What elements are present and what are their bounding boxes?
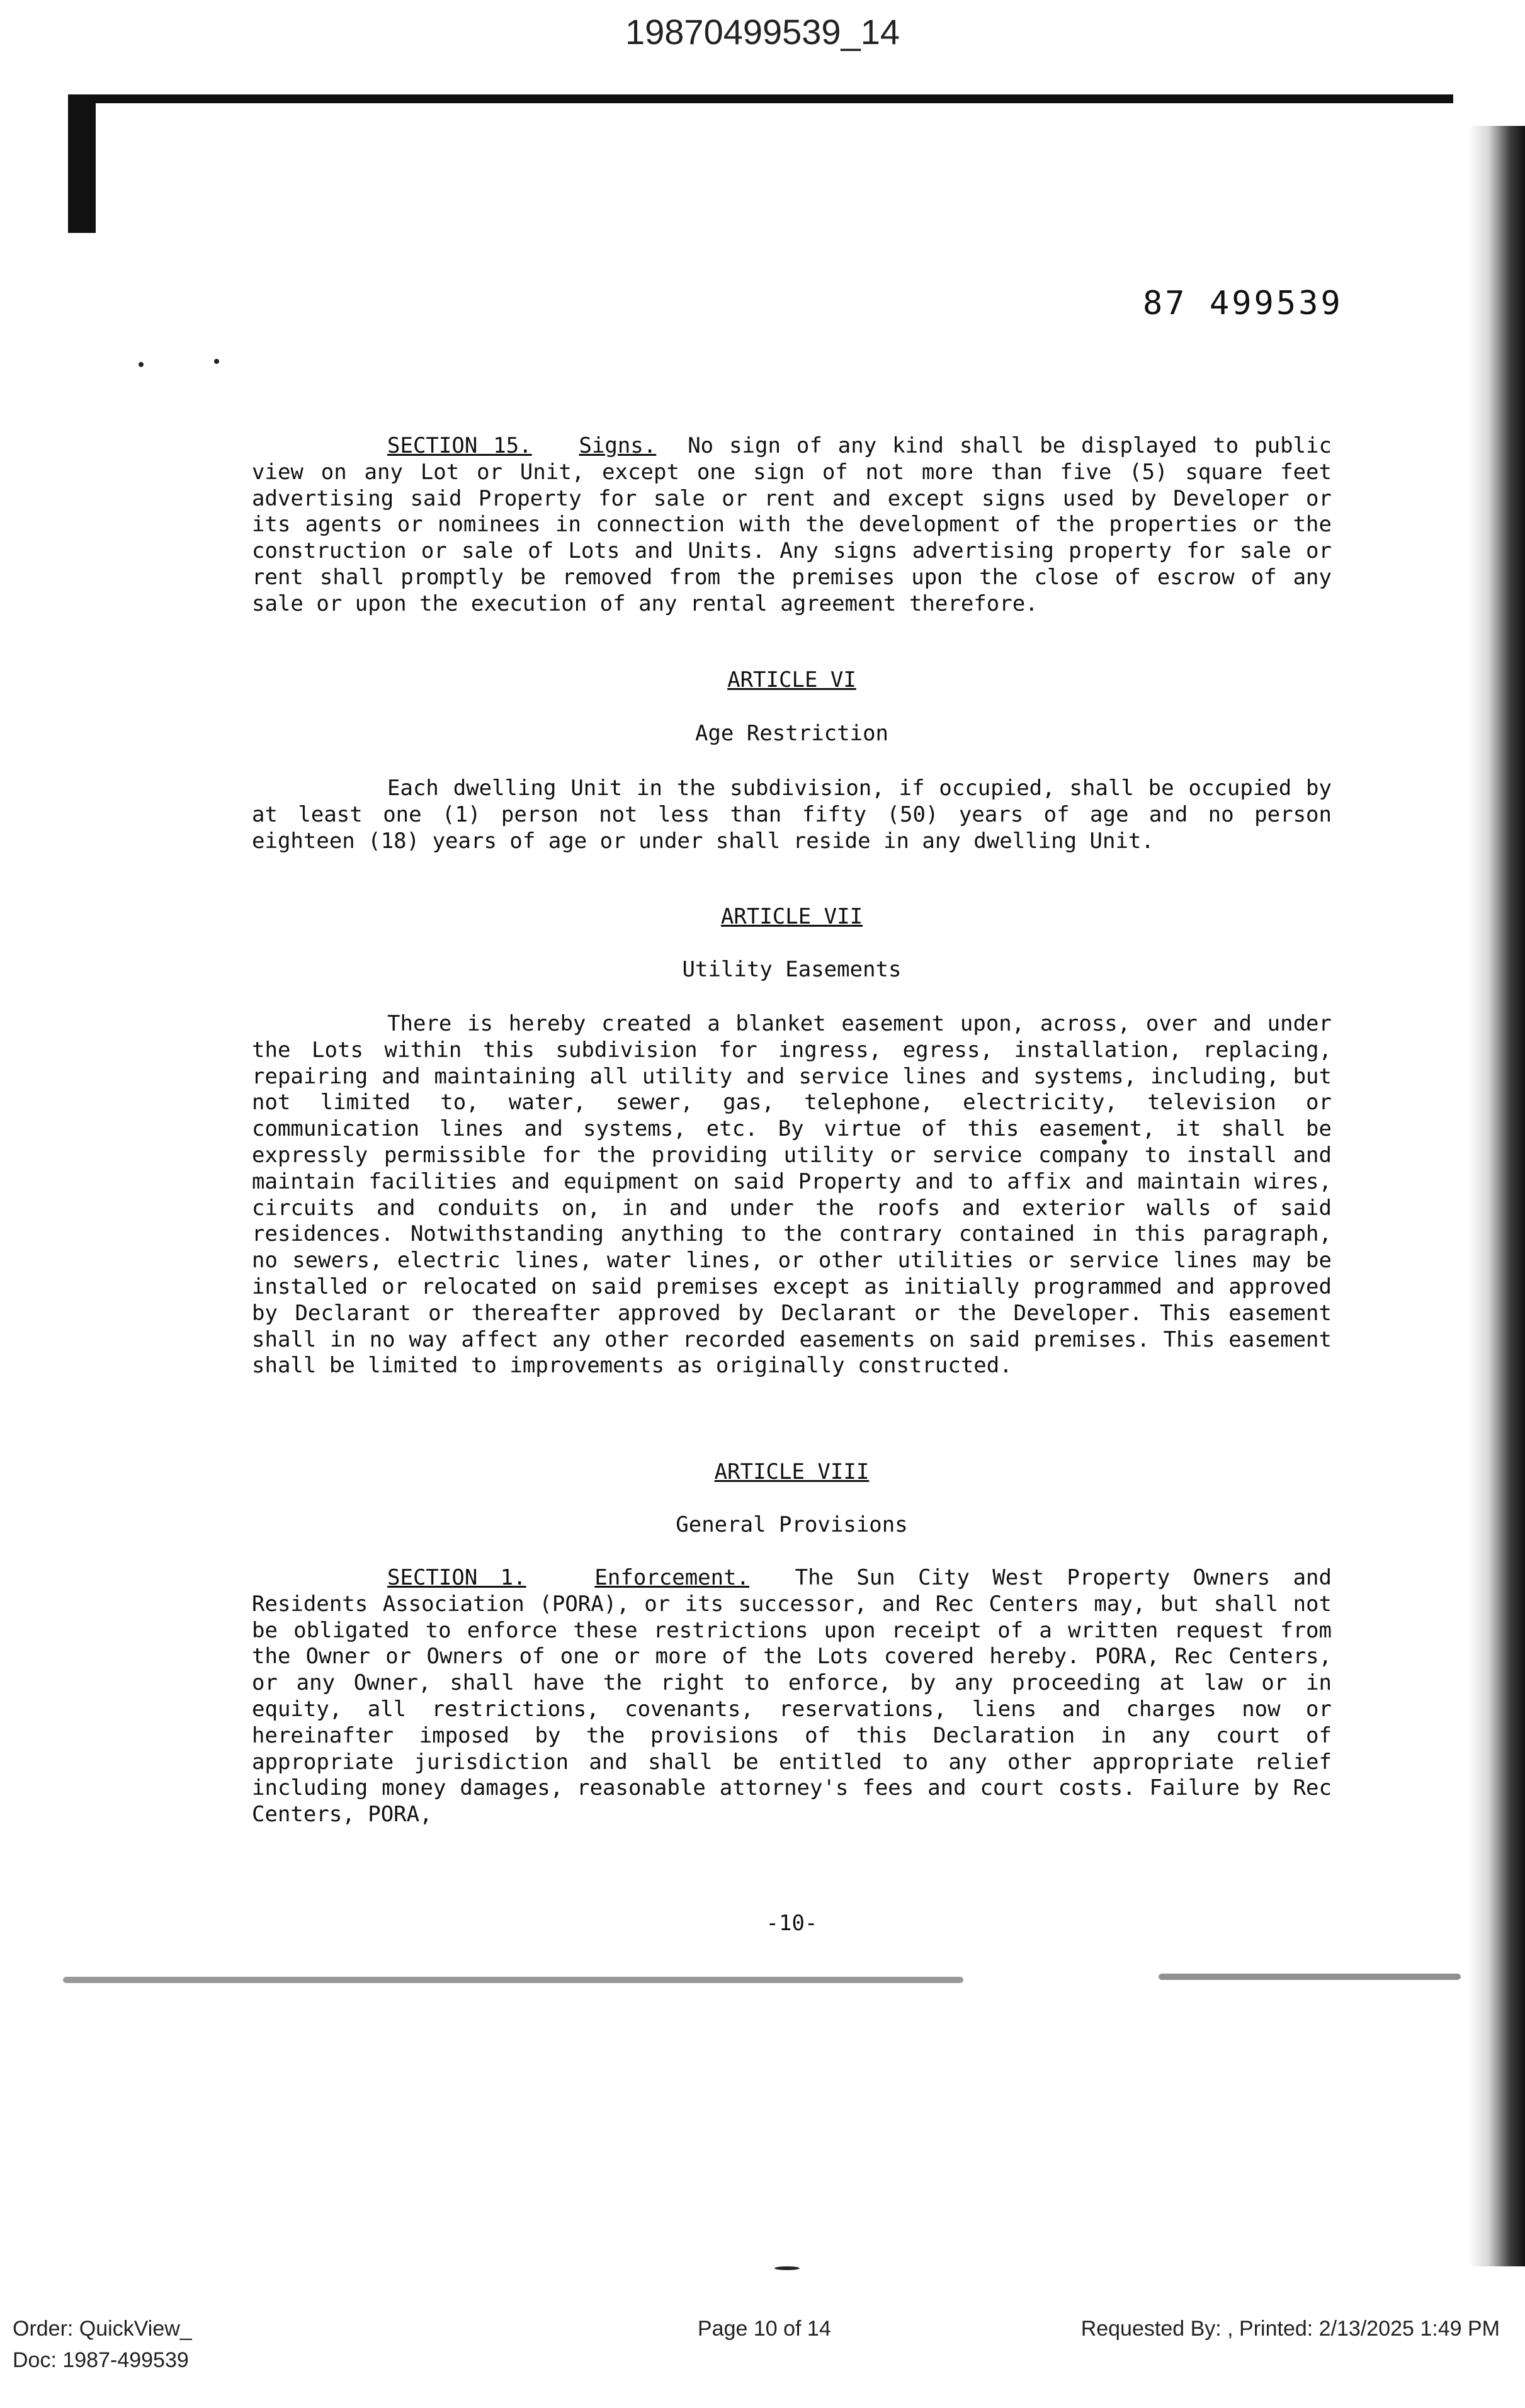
footer-doc: Doc: 1987-499539 (13, 2348, 189, 2372)
viewer-title: 19870499539_14 (625, 12, 900, 52)
footer-requested: Requested By: , Printed: 2/13/2025 1:49 PM (1080, 2317, 1500, 2341)
scan-speck (139, 362, 144, 367)
scan-speck (774, 2266, 800, 2270)
scan-edge-top (68, 94, 1453, 103)
scan-edge-left (68, 94, 96, 233)
footer-page: Page 10 of 14 (698, 2317, 831, 2341)
article-8-section-1-paragraph (252, 1565, 1332, 1828)
scan-edge-right (1468, 126, 1525, 2266)
article-8-heading: ARTICLE VIII (714, 1459, 870, 1484)
article-8-title: General Provisions (676, 1512, 908, 1537)
section-15-heading: SECTION 15. (387, 433, 532, 458)
article-6-paragraph: Each dwelling Unit in the subdivision, if occupied, shall be occupied by at least one (1) person not less than fifty (50) years of age and no person eighteen (18) years of age or under shall reside in any dwelling Unit. (252, 776, 1332, 854)
scan-streak (1159, 1974, 1461, 1980)
section-15-subheading: Signs. (579, 433, 657, 458)
article-7-title: Utility Easements (682, 957, 902, 982)
article-7-paragraph: There is hereby created a blanket easement upon, across, over and under the Lots within this subdivision for ingress, egress, installation, replacing, repairing and maintaining all utility and service lines and systems, including, but not limited to, water, sewer, gas, telephone, electricity, television or communication lines and systems, etc. By virtue of this easement, it shall be expressly permissible for the providing utility or service company to install and maintain facilities and equipment on said Property and to affix and maintain wires, circuits and conduits on, in and under the roofs and exterior walls of said residences. Notwithstanding anything to the contrary contained in this paragraph, no sewers, electric lines, water lines, or other utilities or service lines may be installed or relocated on said premises except as initially programmed and approved by Declarant or thereafter approved by Declarant or the Developer. This easement shall in no way affect any other recorded easements on said premises. This easement shall be limited to improvements as originally constructed. (252, 1011, 1332, 1379)
footer-order: Order: QuickView_ (13, 2317, 192, 2341)
section-15-paragraph (252, 433, 1332, 618)
section-15-text: No sign of any kind shall be displayed to public view on any Lot or Unit, except one sign of not more than five (5) square feet advertising said Property for sale or rent and except signs used by Developer or its agents or nominees in connection with the development of the properties or the construction or sale of Lots and Units. Any signs advertising property for sale or rent shall promptly be removed from the premises upon the close of escrow of any sale or upon the execution of any rental agreement therefore. (252, 433, 1332, 616)
article-8-section-1-subheading: Enforcement. (594, 1565, 750, 1590)
scanned-page (63, 88, 1525, 2310)
article-6-heading: ARTICLE VI (727, 667, 856, 692)
article-7-heading: ARTICLE VII (720, 904, 863, 929)
article-8-section-1-heading: SECTION 1. (387, 1565, 526, 1590)
article-6-title: Age Restriction (694, 721, 889, 746)
scan-streak (63, 1977, 963, 1983)
document-number: 87 499539 (1143, 285, 1343, 322)
scan-speck (214, 359, 219, 364)
page-number: -10- (766, 1911, 818, 1936)
article-8-section-1-text: The Sun City West Property Owners and Residents Association (PORA), or its successor, and Rec Centers may, but shall not be obligated to enforce these restrictions upon receipt of a written request from the Owner or Owners of one or more of the Lots covered hereby. PORA, Rec Centers, or any Owner, shall have the right to enforce, by any proceeding at law or in equity, all restrictions, covenants, reservations, liens and charges now or hereinafter imposed by the provisions of this Declaration in any court of appropriate jurisdiction and shall be entitled to any other appropriate relief including money damages, reasonable attorney's fees and court costs. Failure by Rec Centers, PORA, (252, 1565, 1332, 1828)
